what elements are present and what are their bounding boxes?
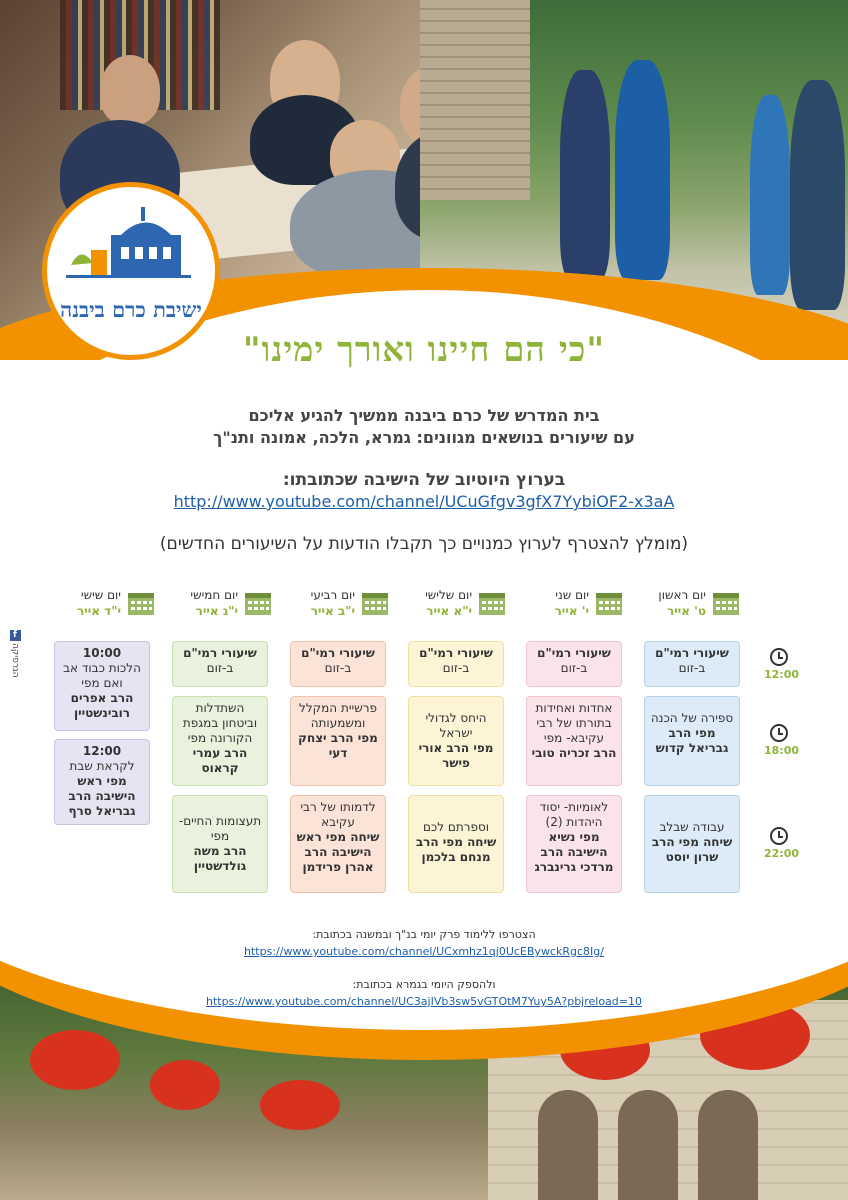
lesson-sunday-noon: שיעורי רמי"ם ב-זום	[644, 641, 740, 687]
time-label-evening: 18:00	[764, 724, 794, 757]
subscribe-note: (מומלץ להצטרף לערוץ כמנויים כך תקבלו הודעות על השיעורים החדשים)	[159, 534, 689, 554]
lesson-wednesday-noon: שיעורי רמי"ם ב-זום	[290, 641, 386, 687]
lesson-wednesday-evening: פרשיית המקלל ומשמעותה מפי הרב יצחק דעי	[290, 696, 386, 786]
facebook-icon[interactable]: f	[10, 630, 21, 641]
day-header-wednesday: יום רביעי י"ב אייר	[279, 588, 389, 620]
lesson-monday-evening: אחדות ואחידות בתורתו של רבי עקיבא- מפי הרב זכריה טובי	[526, 696, 622, 786]
clock-icon	[770, 724, 788, 742]
calendar-icon	[361, 590, 389, 616]
building-logo-icon	[61, 205, 201, 295]
lesson-wednesday-night: לדמותו של רבי עקיבא שיחה מפי ראש הישיבה הרב אהרן פרידמן	[290, 795, 386, 893]
lesson-friday-first: 10:00 הלכות כבוד אב ואם מפי הרב אפרים רובינשטיין	[54, 641, 150, 731]
time-label-night: 22:00	[764, 827, 794, 860]
lesson-thursday-night: תעצומות החיים- מפי הרב משה גולדשטיין	[172, 795, 268, 893]
slogan: "כי הם חיינו ואורך ימינו"	[242, 330, 606, 370]
calendar-icon	[712, 590, 740, 616]
lesson-sunday-evening: ספירה של הכנה מפי הרב גבריאל קדוש	[644, 696, 740, 786]
clock-icon	[770, 827, 788, 845]
lesson-tuesday-noon: שיעורי רמי"ם ב-זום	[408, 641, 504, 687]
lesson-tuesday-evening: היחס לגדולי ישראל מפי הרב אורי פישר	[408, 696, 504, 786]
calendar-icon	[478, 590, 506, 616]
lesson-tuesday-night: וספרתם לכם שיחה מפי הרב מנחם בלכמן	[408, 795, 504, 893]
day-header-sunday: יום ראשון ט' אייר	[630, 588, 740, 620]
day-header-thursday: יום חמישי י"ג אייר	[162, 588, 272, 620]
day-header-friday: יום שישי י"ד אייר	[45, 588, 155, 620]
calendar-icon	[595, 590, 623, 616]
lesson-thursday-noon: שיעורי רמי"ם ב-זום	[172, 641, 268, 687]
lesson-friday-second: 12:00 לקראת שבת מפי ראש הישיבה הרב גבריאל סרף	[54, 739, 150, 825]
daily-study-label: הצטרפו ללימוד פרק יומי בנ"ך ובמשנה בכתובת:	[312, 928, 536, 941]
intro-line-1: בית המדרש של כרם ביבנה ממשיך להגיע אליכם	[248, 406, 600, 425]
day-header-tuesday: יום שלישי י"א אייר	[396, 588, 506, 620]
intro-line-2: עם שיעורים בנושאים מגוונים: גמרא, הלכה, אמונה ותנ"ך	[213, 428, 635, 447]
gemara-label: ולהספק היומי בגמרא בכתובת:	[352, 978, 496, 991]
calendar-icon	[244, 590, 272, 616]
youtube-channel-link[interactable]: http://www.youtube.com/channel/UCuGfgv3gfX7YybiOF2-x3aA	[173, 492, 675, 511]
lesson-sunday-night: עבודה שבלב שיחה מפי הרב שרון יוסט	[644, 795, 740, 893]
logo-name: ישיבת כרם ביבנה	[60, 297, 202, 322]
lesson-monday-noon: שיעורי רמי"ם ב-זום	[526, 641, 622, 687]
calendar-icon	[127, 590, 155, 616]
clock-icon	[770, 648, 788, 666]
time-label-noon: 12:00	[764, 648, 794, 681]
youtube-heading: בערוץ היוטיוב של הישיבה שכתובתו:	[282, 470, 566, 490]
lesson-thursday-evening: השתדלות וביטחון במגפת הקורונה מפי הרב עמרי קראוס	[172, 696, 268, 786]
side-credit: f הגרפיקה	[10, 630, 20, 678]
gemara-link[interactable]: https://www.youtube.com/channel/UC3ajIVb3sw5vGTOtM7Yuy5A?pbjreload=10	[206, 995, 642, 1008]
daily-study-link[interactable]: https://www.youtube.com/channel/UCxmhz1qj0UcEBywckRgc8Ig/	[244, 945, 604, 958]
lesson-monday-night: לאומיות- יסוד היהדות (2) מפי נשיא הישיבה הרב מרדכי גרינברג	[526, 795, 622, 893]
day-header-monday: יום שני י' אייר	[513, 588, 623, 620]
